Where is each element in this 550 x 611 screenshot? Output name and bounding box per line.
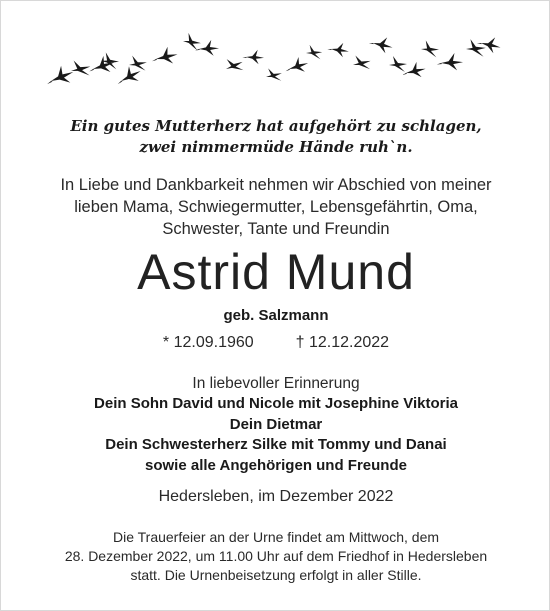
mourner-line: Dein Schwesterherz Silke mit Tommy und Danai [105,436,447,453]
birth-date: * 12.09.1960 [162,334,254,351]
poem [1,116,550,158]
deceased-name: Astrid Mund [137,244,415,300]
intro-line: In Liebe und Dankbarkeit nehmen wir Abschied von meiner [60,176,492,194]
intro-line: Schwester, Tante und Freundin [162,220,390,238]
mourner-line: Dein Sohn David und Nicole mit Josephine Viktoria [94,395,458,412]
death-date: † 12.12.2022 [295,334,390,351]
memory-line: In liebevoller Erinnerung [192,375,360,392]
crane-flock [43,32,502,92]
birth-name: geb. Salzmann [223,307,329,324]
life-dates [1,333,550,353]
notice-line: 28. Dezember 2022, um 11.00 Uhr auf dem Friedhof in Hedersleben [64,548,488,564]
notice-line: statt. Die Urnenbeisetzung erfolgt in aller Stille. [130,567,422,583]
notice-line: Die Trauerfeier an der Urne findet am Mittwoch, dem [112,529,440,545]
farewell-intro [1,174,550,240]
poem-line: Ein gutes Mutterherz hat aufgehört zu schlagen, [70,117,482,135]
mourners-list [1,394,550,476]
flying-cranes-icon [1,19,550,99]
place-and-date: Hedersleben, im Dezember 2022 [158,488,394,505]
intro-line: lieben Mama, Schwiegermutter, Lebensgefährtin, Oma, [74,198,478,216]
mourner-line: sowie alle Angehörigen und Freunde [145,456,407,474]
funeral-notice [1,528,550,585]
mourner-line: Dein Dietmar [229,415,323,433]
poem-line: zwei nimmermüde Hände ruh`n. [139,138,413,156]
